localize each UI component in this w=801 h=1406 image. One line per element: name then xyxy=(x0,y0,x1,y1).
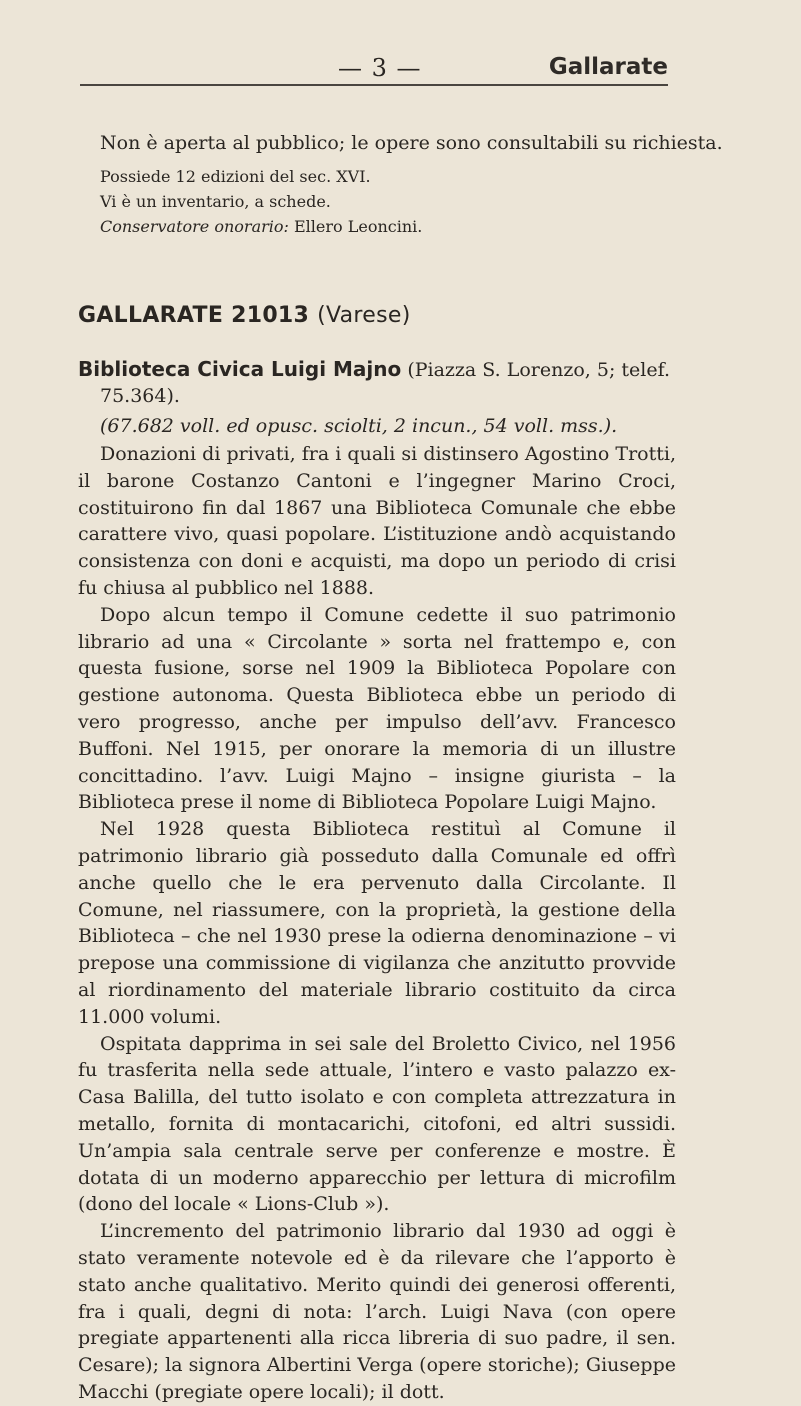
city-name: GALLARATE 21013 xyxy=(78,303,310,328)
library-phone: 75.364). xyxy=(100,385,180,407)
paragraph-1: Donazioni di privati, fra i quali si distinsero Agostino Trotti, il barone Costanzo Cantoni e l’ingegner Marino Croci, costituirono fin dal 1867 una Biblioteca Comunale che ebbe carattere vivo, quasi popolare. L’istituzione andò acquistando consistenza con doni e acquisti, ma dopo un periodo di crisi fu chiusa al pubblico nel 1888. xyxy=(78,443,676,599)
city-province: (Varese) xyxy=(317,303,411,328)
city-heading xyxy=(78,303,676,328)
paragraph-3: Nel 1928 questa Biblioteca restituì al Comune il patrimonio librario già posseduto dalla Comunale ed offrì anche quello che le era pervenuto dalla Circolante. Il Comune, nel riassumere, con la proprietà, la gestione della Biblioteca – che nel 1930 prese la odierna denominazione – vi prepose una commissione di vigilanza che anzitutto provvide al riordinamento del materiale librario costituito da circa 11.000 volumi. xyxy=(78,818,676,1028)
library-address: (Piazza S. Lorenzo, 5; telef. xyxy=(407,359,670,381)
library-title-line xyxy=(78,356,676,383)
paragraph-2: Dopo alcun tempo il Comune cedette il suo patrimonio librario ad una « Circolante » sorta nel frattempo e, con questa fusione, sorse nel 1909 la Biblioteca Popolare con gestione autonoma. Questa Biblioteca ebbe un periodo di vero progresso, anche per impulso dell’avv. Francesco Buffoni. Nel 1915, per onorare la memoria di un illustre concittadino. l’avv. Luigi Majno – insigne giurista – la Biblioteca prese il nome di Biblioteca Popolare Luigi Majno. xyxy=(78,603,676,814)
editions-note: Possiede 12 edizioni del sec. XVI. xyxy=(100,167,371,186)
curator-name: Ellero Leoncini. xyxy=(294,217,423,236)
paragraph-5: L’incremento del patrimonio librario dal 1930 ad oggi è stato veramente notevole ed è da rilevare che l’apporto è stato anche qualitativo. Merito quindi dei generosi offerenti, fra i quali, degni di nota: l’arch. Luigi Nava (con opere pregiate appartenenti alla ricca libreria di suo padre, il sen. Cesare); la signora Albertini Verga (opere storiche); Giuseppe Macchi (pregiate opere locali); il dott. xyxy=(78,1220,676,1403)
library-holdings: (67.682 voll. ed opusc. sciolti, 2 incun., 54 voll. mss.). xyxy=(100,415,618,437)
page-header xyxy=(80,48,668,86)
running-head: Gallarate xyxy=(548,54,668,80)
header-rule xyxy=(80,84,668,86)
curator-line xyxy=(78,214,676,239)
access-note: Non è aperta al pubblico; le opere sono consultabili su richiesta. xyxy=(100,132,723,154)
library-name: Biblioteca Civica Luigi Majno xyxy=(78,357,402,381)
page-content xyxy=(78,130,723,1406)
library-entry xyxy=(78,356,676,439)
history-text xyxy=(78,441,676,1406)
page-number: — 3 — xyxy=(338,54,422,82)
inventory-note: Vi è un inventario, a schede. xyxy=(100,192,331,211)
paragraph-4: Ospitata dapprima in sei sale del Broletto Civico, nel 1956 fu trasferita nella sede attuale, l’intero e vasto palazzo ex-Casa Balilla, del tutto isolato e con completa attrezzatura in metallo, fornita di montacarichi, citofoni, ed altri sussidi. Un’ampia sala centrale serve per conferenze e mostre. È dotata di un moderno apparecchio per lettura di microfilm (dono del locale « Lions-Club »). xyxy=(78,1032,676,1216)
curator-label: Conservatore onorario: xyxy=(100,217,289,236)
